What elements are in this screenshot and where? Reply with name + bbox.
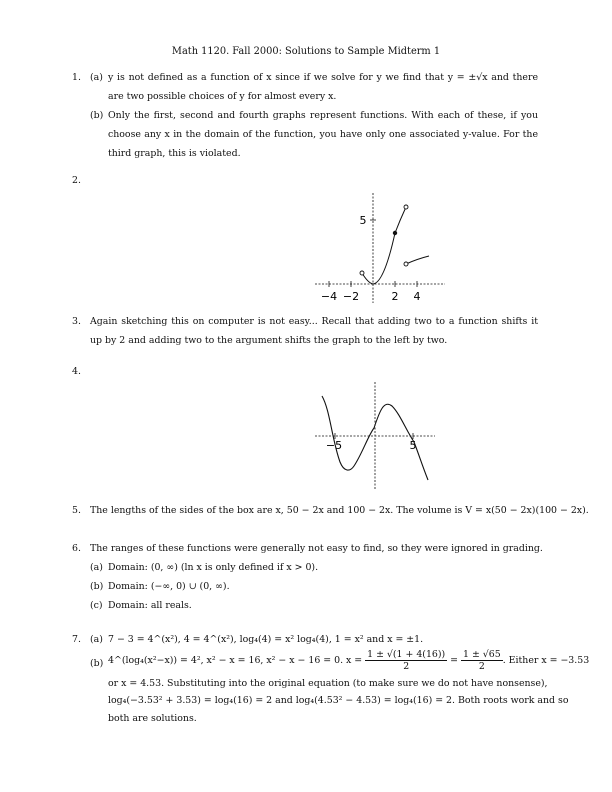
problem-7b-line3: log₄(−3.53² + 3.53) = log₄(16) = 2 and log₄(4.53² − 4.53) = log₄(16) = 2. Both roots work and so <box>108 695 569 706</box>
x-tick-label: 2 <box>391 290 399 303</box>
problem-7b-label: (b) <box>90 658 104 669</box>
x-tick-label: 4 <box>413 290 421 303</box>
problem-5-text: The lengths of the sides of the box are x, 50 − 2x and 100 − 2x. The volume is V = x(50 − 2x)(100 − 2x). <box>90 505 589 516</box>
y-tick-label: 5 <box>359 214 367 227</box>
open-endpoint <box>360 271 364 275</box>
open-endpoint <box>404 205 408 209</box>
problem-6a-label: (a) <box>90 562 103 573</box>
problem-1a-text: y is not defined as a function of x since if we solve for y we find that y = ±√x and there are two possible choices of y for almost every x. <box>108 72 538 102</box>
problem-6b-label: (b) <box>90 581 104 592</box>
problem-7a-label: (a) <box>90 634 103 645</box>
fraction-1 <box>365 649 447 672</box>
right-branch <box>406 256 429 264</box>
problem-1b-text: Only the first, second and fourth graphs represent functions. With each of these, if you choose any x in the domain of the function, you have only one associated y-value. For the third graph, this is violated. <box>108 110 538 159</box>
fraction-2 <box>461 649 503 672</box>
problem-1a-label: (a) <box>90 72 103 83</box>
problem-6b-text: Domain: (−∞, 0) ∪ (0, ∞). <box>108 581 230 592</box>
fraction-2-numerator: 1 ± √65 <box>463 649 501 660</box>
problem-7b-line4: both are solutions. <box>108 713 197 724</box>
problem-7-number: 7. <box>72 634 81 645</box>
x-tick-label: 5 <box>409 439 417 452</box>
problem-7b-line2: or x = 4.53. Substituting into the original equation (to make sure we do not have nonsense), <box>108 678 548 689</box>
x-tick-label: −4 <box>320 290 338 303</box>
problem-6c-text: Domain: all reals. <box>108 600 192 611</box>
problem-1-number: 1. <box>72 72 81 83</box>
problem-7b-line1: 4^(log₄(x²−x)) = 4², x² − x = 16, x² − x − 16 = 0. x = $\frac{1 \pm √(1 + 4(16))}{2}$ = $\frac{1 \pm √65}{2}$ . Either x = −3.53 <box>108 649 590 672</box>
page-title: Math 1120. Fall 2000: Solutions to Sample Midterm 1 <box>171 46 441 57</box>
problem-3-number: 3. <box>72 316 81 327</box>
problem-4-graph <box>310 380 440 492</box>
fraction-2-denominator: 2 <box>478 661 485 672</box>
problem-6-intro: The ranges of these functions were generally not easy to find, so they were ignored in grading. <box>90 543 543 554</box>
fraction-1-denominator: 2 <box>403 661 410 672</box>
problem-6c-label: (c) <box>90 600 103 611</box>
x-tick-label: −5 <box>325 439 343 452</box>
problem-7b-line1-start: 4^(log₄(x²−x)) = 4², x² − x = 16, x² − x − 16 = 0. x = <box>108 655 363 666</box>
problem-7b-line1-end: . Either x = −3.53 <box>502 655 590 666</box>
problem-5-number: 5. <box>72 505 81 516</box>
problem-6-number: 6. <box>72 543 81 554</box>
fraction-1-numerator: 1 ± √(1 + 4(16)) <box>367 649 446 660</box>
open-endpoint <box>404 262 408 266</box>
problem-2-graph <box>300 185 450 305</box>
parabola-branch <box>373 207 406 284</box>
problem-2-number: 2. <box>72 175 81 186</box>
problem-6a-text: Domain: (0, ∞) (ln x is only defined if x > 0). <box>108 562 319 573</box>
problem-3-text: Again sketching this on computer is not easy... Recall that adding two to a function shifts it up by 2 and adding two to the argument shifts the graph to the left by two. <box>90 316 538 346</box>
x-tick-label: −2 <box>342 290 360 303</box>
closed-point <box>393 231 397 235</box>
problem-7a-text: 7 − 3 = 4^(x²), 4 = 4^(x²), log₄(4) = x² log₄(4), 1 = x² and x = ±1. <box>108 634 424 645</box>
problem-1b-label: (b) <box>90 110 104 121</box>
problem-4-number: 4. <box>72 366 81 377</box>
